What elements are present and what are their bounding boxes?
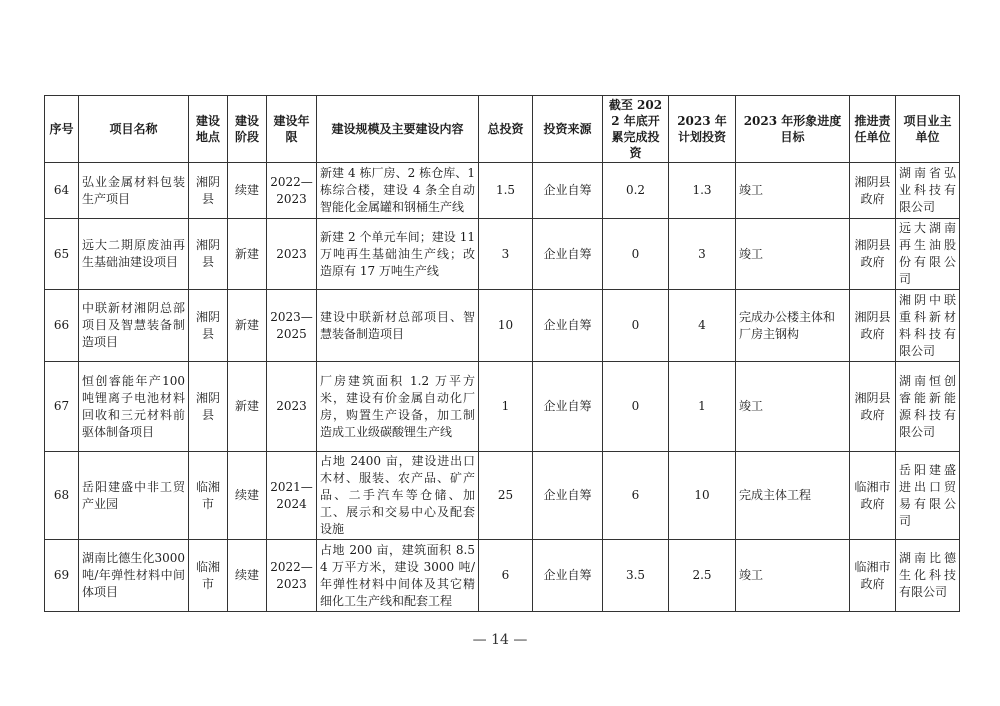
cell-total: 1 — [479, 362, 533, 452]
cell-location: 湘阴县 — [189, 163, 228, 219]
header-name: 项目名称 — [79, 96, 189, 163]
table-row — [45, 163, 960, 219]
cell-name: 中联新材湘阴总部项目及智慧装备制造项目 — [79, 290, 189, 362]
cell-total: 10 — [479, 290, 533, 362]
header-location: 建设地点 — [189, 96, 228, 163]
cell-promoter: 湘阴县政府 — [850, 219, 896, 290]
header-total: 总投资 — [479, 96, 533, 163]
cell-cumulative: 3.5 — [603, 540, 669, 612]
cell-source: 企业自筹 — [533, 362, 603, 452]
cell-stage: 新建 — [228, 290, 267, 362]
cell-no: 67 — [45, 362, 79, 452]
cell-stage: 续建 — [228, 163, 267, 219]
cell-name: 远大二期原废油再生基础油建设项目 — [79, 219, 189, 290]
cell-plan2023: 10 — [669, 452, 736, 540]
header-owner: 项目业主单位 — [896, 96, 960, 163]
cell-owner: 远大湖南再生油股份有限公司 — [896, 219, 960, 290]
cell-location: 湘阴县 — [189, 362, 228, 452]
cell-years: 2023 — [267, 362, 317, 452]
cell-plan2023: 2.5 — [669, 540, 736, 612]
table-row — [45, 290, 960, 362]
header-years: 建设年限 — [267, 96, 317, 163]
cell-no: 65 — [45, 219, 79, 290]
header-promoter: 推进责任单位 — [850, 96, 896, 163]
page-number: — 14 — — [472, 632, 528, 648]
cell-location: 临湘市 — [189, 540, 228, 612]
cell-target: 竣工 — [736, 540, 850, 612]
cell-plan2023: 1 — [669, 362, 736, 452]
table-row — [45, 219, 960, 290]
cell-total: 25 — [479, 452, 533, 540]
table-row — [45, 540, 960, 612]
cell-total: 1.5 — [479, 163, 533, 219]
table-row — [45, 362, 960, 452]
cell-total: 6 — [479, 540, 533, 612]
cell-years: 2021—2024 — [267, 452, 317, 540]
cell-target: 竣工 — [736, 219, 850, 290]
cell-source: 企业自筹 — [533, 290, 603, 362]
cell-source: 企业自筹 — [533, 219, 603, 290]
cell-owner: 湖南省弘业科技有限公司 — [896, 163, 960, 219]
cell-years: 2022—2023 — [267, 163, 317, 219]
cell-stage: 续建 — [228, 540, 267, 612]
cell-location: 湘阴县 — [189, 290, 228, 362]
cell-stage: 新建 — [228, 219, 267, 290]
cell-content: 新建 2 个单元车间；建设 11 万吨再生基础油生产线；改造原有 17 万吨生产线 — [317, 219, 479, 290]
cell-target: 竣工 — [736, 163, 850, 219]
cell-owner: 岳阳建盛进出口贸易有限公司 — [896, 452, 960, 540]
cell-years: 2023 — [267, 219, 317, 290]
cell-promoter: 湘阴县政府 — [850, 362, 896, 452]
cell-content: 占地 200 亩，建筑面积 8.54 万平方米，建设 3000 吨/年弹性材料中间体及其它精细化工生产线和配套工程 — [317, 540, 479, 612]
cell-name: 弘业金属材料包装生产项目 — [79, 163, 189, 219]
cell-source: 企业自筹 — [533, 163, 603, 219]
cell-stage: 新建 — [228, 362, 267, 452]
cell-cumulative: 0 — [603, 362, 669, 452]
cell-content: 厂房建筑面积 1.2 万平方米，建设有价金属自动化厂房，购置生产设备，加工制造成工业级碳酸锂生产线 — [317, 362, 479, 452]
cell-location: 湘阴县 — [189, 219, 228, 290]
cell-owner: 湘阴中联重科新材料科技有限公司 — [896, 290, 960, 362]
cell-no: 66 — [45, 290, 79, 362]
cell-plan2023: 3 — [669, 219, 736, 290]
header-plan2023: 2023 年计划投资 — [669, 96, 736, 163]
cell-cumulative: 0 — [603, 290, 669, 362]
cell-total: 3 — [479, 219, 533, 290]
table-header-row — [45, 96, 960, 163]
cell-promoter: 临湘市政府 — [850, 540, 896, 612]
cell-years: 2022—2023 — [267, 540, 317, 612]
cell-cumulative: 0 — [603, 219, 669, 290]
cell-content: 占地 2400 亩，建设进出口木材、服装、农产品、矿产品、二手汽车等仓储、加工、展示和交易中心及配套设施 — [317, 452, 479, 540]
cell-name: 岳阳建盛中非工贸产业园 — [79, 452, 189, 540]
table-row — [45, 452, 960, 540]
cell-cumulative: 0.2 — [603, 163, 669, 219]
cell-years: 2023—2025 — [267, 290, 317, 362]
cell-target: 竣工 — [736, 362, 850, 452]
cell-no: 69 — [45, 540, 79, 612]
cell-target: 完成办公楼主体和厂房主钢构 — [736, 290, 850, 362]
cell-target: 完成主体工程 — [736, 452, 850, 540]
cell-name: 恒创睿能年产100吨锂离子电池材料回收和三元材料前驱体制备项目 — [79, 362, 189, 452]
cell-content: 建设中联新材总部项目、智慧装备制造项目 — [317, 290, 479, 362]
cell-owner: 湖南恒创睿能新能源科技有限公司 — [896, 362, 960, 452]
cell-promoter: 临湘市政府 — [850, 452, 896, 540]
cell-plan2023: 4 — [669, 290, 736, 362]
header-content: 建设规模及主要建设内容 — [317, 96, 479, 163]
cell-no: 64 — [45, 163, 79, 219]
cell-location: 临湘市 — [189, 452, 228, 540]
header-source: 投资来源 — [533, 96, 603, 163]
cell-cumulative: 6 — [603, 452, 669, 540]
cell-promoter: 湘阴县政府 — [850, 163, 896, 219]
project-table — [44, 95, 960, 612]
header-no: 序号 — [45, 96, 79, 163]
cell-stage: 续建 — [228, 452, 267, 540]
cell-source: 企业自筹 — [533, 540, 603, 612]
cell-plan2023: 1.3 — [669, 163, 736, 219]
cell-promoter: 湘阴县政府 — [850, 290, 896, 362]
header-cumulative: 截至 2022 年底开累完成投资 — [603, 96, 669, 163]
cell-no: 68 — [45, 452, 79, 540]
cell-source: 企业自筹 — [533, 452, 603, 540]
header-target: 2023 年形象进度目标 — [736, 96, 850, 163]
header-stage: 建设阶段 — [228, 96, 267, 163]
cell-owner: 湖南比德生化科技有限公司 — [896, 540, 960, 612]
cell-content: 新建 4 栋厂房、2 栋仓库、1 栋综合楼，建设 4 条全自动智能化金属罐和钢桶生产线 — [317, 163, 479, 219]
cell-name: 湖南比德生化3000吨/年弹性材料中间体项目 — [79, 540, 189, 612]
